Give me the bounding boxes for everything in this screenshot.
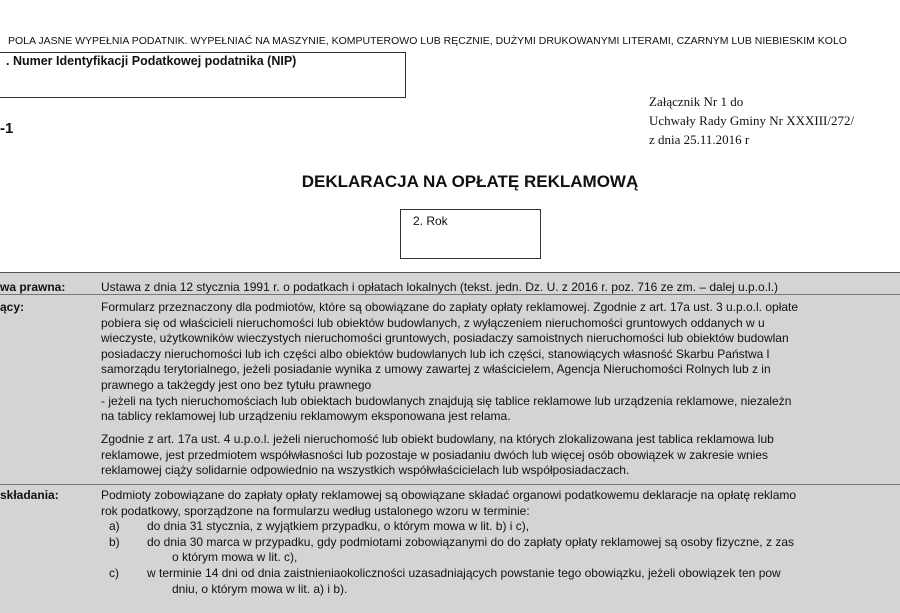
text-line: posiadaczy nieruchomości lub ich części albo obiektów budowlanych lub ich części, stanowiących własność Skarbu Państwa l	[101, 346, 770, 361]
deadline-item-b-cont	[101, 550, 900, 566]
form-code: -1	[0, 120, 14, 137]
text-line: pobiera się od właścicieli nieruchomości lub obiektów budowlanych, z wyłączeniem nieruchomości gruntowych oddanych w u	[101, 315, 765, 330]
annex-line: Uchwały Rady Gminy Nr XXXIII/272/	[649, 113, 855, 128]
item-text: do dnia 31 stycznia, z wyjątkiem przypadku, o którym mowa w lit. b) i c),	[147, 519, 530, 534]
item-marker: b)	[109, 534, 120, 549]
annex-note	[649, 92, 854, 149]
submitter-label: ący:	[0, 300, 25, 314]
deadline-item-b	[101, 535, 900, 551]
text-line: samorządu terytorialnego, jeżeli posiadanie wynika z umowy zawartej z właścicielem, Agencja Nieruchomości Rolnych lub z in	[101, 362, 771, 377]
text-line: Formularz przeznaczony dla podmiotów, które są obowiązane do zapłaty opłaty reklamowej. Zgodnie z art. 17a ust. 3 u.p.o.l. opłate	[101, 300, 799, 314]
item-text: do dnia 30 marca w przypadku, gdy podmiotami zobowiązanymi do do zapłaty opłaty reklamowej są osoby fizyczne, z zas	[147, 534, 794, 549]
deadline-text	[101, 488, 900, 597]
text-line: - jeżeli na tych nieruchomościach lub obiektach budowlanych znajdują się tablice reklamowe lub urządzenia reklamowe, niezależn	[101, 393, 792, 408]
annex-line: z dnia 25.11.2016 r	[649, 132, 750, 147]
fill-instruction: POLA JASNE WYPEŁNIA PODATNIK. WYPEŁNIAĆ NA MASZYNIE, KOMPUTEROWO LUB RĘCZNIE, DUŻYMI DRUKOWANYMI LITERAMI, CZARNYM LUB NIEBIESKIM KOLO	[8, 35, 847, 47]
submitter-text	[101, 300, 900, 425]
text-line: wieczyste, użytkowników wieczystych nieruchomości gruntowych, posiadaczy samoistnych nieruchomości lub obiektów budowlan	[101, 331, 789, 346]
item-marker: a)	[109, 519, 120, 534]
deadline-item-c-cont	[101, 582, 900, 598]
text-line: reklamowe, jest przedmiotem współwłasności lub pozostaje w posiadaniu dwóch lub więcej osób obowiązek w zakresie wnies	[101, 447, 768, 462]
annex-line: Załącznik Nr 1 do	[649, 94, 744, 109]
item-marker: c)	[109, 565, 119, 580]
year-label: 2. Rok	[413, 214, 448, 228]
document-title: DEKLARACJA NA OPŁATĘ REKLAMOWĄ	[301, 172, 639, 191]
deadline-item-a	[101, 519, 900, 535]
text-line: reklamowej ciąży solidarnie odpowiednio na wszystkich współwłaścicielach lub współposiadaczach.	[101, 463, 630, 478]
nip-label: . Numer Identyfikacji Podatkowej podatnika (NIP)	[6, 54, 297, 68]
text-line: Zgodnie z art. 17a ust. 4 u.p.o.l. jeżeli nieruchomość lub obiekt budowlany, na których zlokalizowana jest tablica reklamowa lub	[101, 432, 774, 446]
item-text: w terminie 14 dni od dnia zaistnieniaokoliczności uzasadniających powstanie tego obowiązku, jeżeli obowiązek ten pow	[147, 565, 781, 580]
text-line: Podmioty zobowiązane do zapłaty opłaty reklamowej są obowiązane składać organowi podatkowemu deklaracje na opłatę reklamo	[101, 488, 797, 502]
text-line: rok podatkowy, sporządzone na formularzu według ustalonego wzoru w terminie:	[101, 503, 530, 518]
item-text-cont: o którym mowa w lit. c),	[172, 550, 298, 565]
legal-basis-label: wa prawna:	[0, 280, 66, 294]
legal-basis-text: Ustawa z dnia 12 stycznia 1991 r. o podatkach i opłatach lokalnych (tekst. jedn. Dz. U. z 2016 r. poz. 716 ze zm. – dalej u.p.o.l.)	[101, 280, 779, 294]
divider	[0, 484, 900, 485]
text-line: prawnego a takżegdy jest ono bez tytułu prawnego	[101, 377, 372, 392]
co-ownership-text	[101, 432, 900, 479]
item-text-cont: dniu, o którym mowa w lit. a) i b).	[172, 581, 348, 596]
deadline-label: składania:	[0, 488, 59, 502]
text-line: na tablicy reklamowej lub urządzeniu reklamowym eksponowana jest relama.	[101, 409, 511, 424]
deadline-item-c	[101, 566, 900, 582]
